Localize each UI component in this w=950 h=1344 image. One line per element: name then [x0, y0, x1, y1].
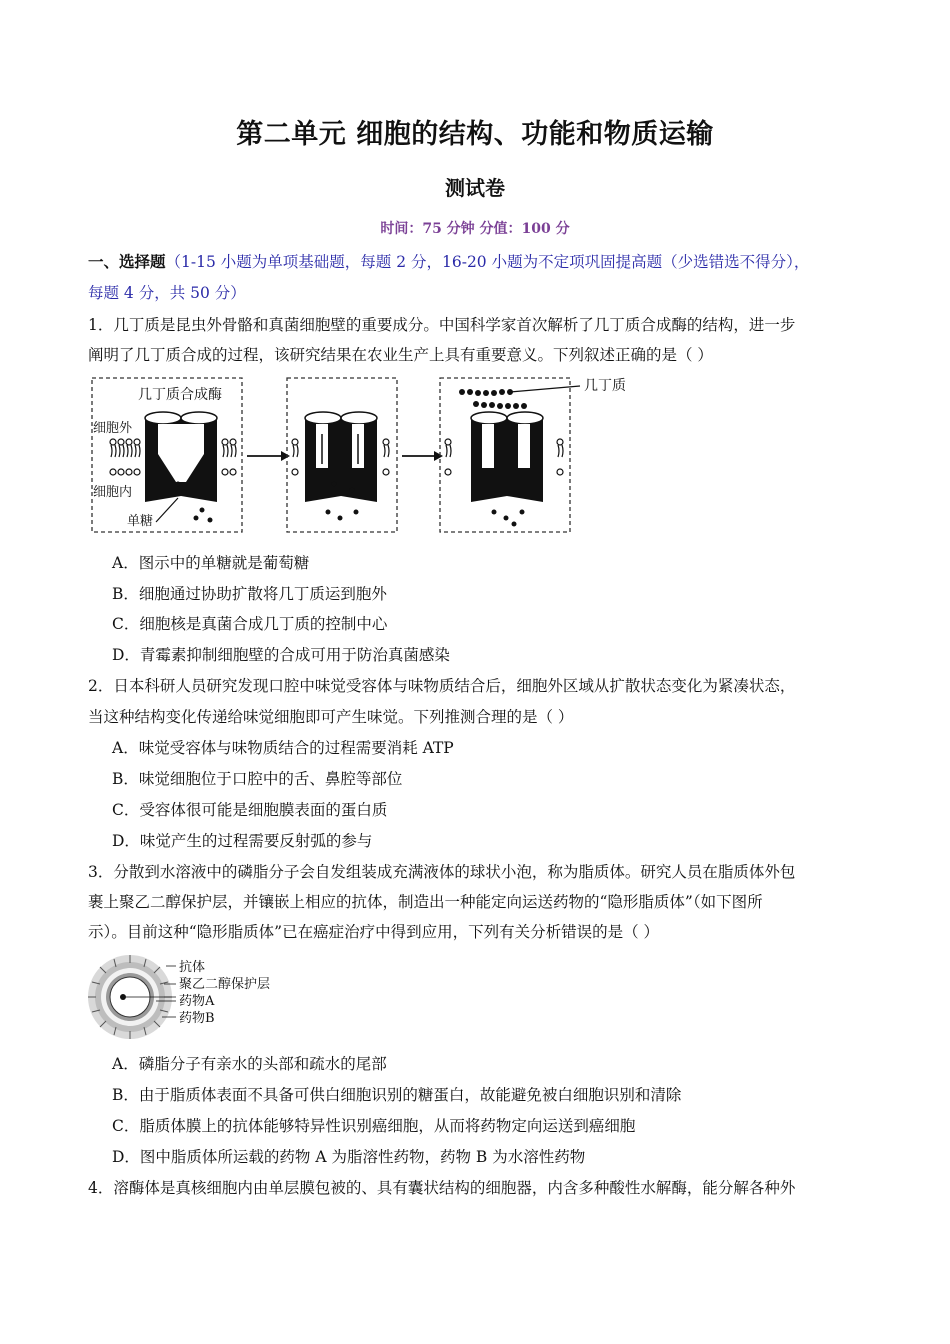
q3-option-d[interactable]: D．图中脂质体所运载的药物 A 为脂溶性药物，药物 B 为水溶性药物: [112, 1148, 586, 1166]
q1-panel-1: [92, 378, 242, 532]
q2-option-d[interactable]: D．味觉产生的过程需要反射弧的参与: [112, 832, 373, 850]
q1-stem-line1: 1．几丁质是昆虫外骨骼和真菌细胞壁的重要成分。中国科学家首次解析了几丁质合成酶的结构，进一步: [88, 316, 796, 334]
q1-chitin-synthase-figure: [90, 372, 650, 536]
peg-label: 聚乙二醇保护层: [179, 977, 271, 992]
q1-option-d[interactable]: D．青霉素抑制细胞壁的合成可用于防治真菌感染: [112, 646, 450, 664]
section-note: （1-15 小题为单项基础题，每题 2 分，16-20 小题为不定项巩固提高题（少选错选不得分），: [165, 253, 810, 271]
outside-label: 细胞外: [93, 421, 133, 436]
q4-stem-line1: 4．溶酶体是真核细胞内由单层膜包被的、具有囊状结构的细胞器，内含多种酸性水解酶，能分解各种外: [88, 1179, 796, 1197]
exam-meta: 时间：75 分钟 分值：100 分: [380, 221, 570, 237]
q3-option-a[interactable]: A．磷脂分子有亲水的头部和疏水的尾部: [112, 1055, 387, 1073]
q3-stem-line1: 3．分散到水溶液中的磷脂分子会自发组装成充满液体的球状小泡，称为脂质体。研究人员在脂质体外包: [88, 863, 796, 881]
section-heading: 一、选择题: [88, 252, 166, 271]
q3-stem-line3: 示）。目前这种“隐形脂质体”已在癌症治疗中得到应用，下列有关分析错误的是（ ）: [88, 923, 660, 941]
drug-b-label: 药物B: [179, 1011, 215, 1026]
q1-stem-line2: 阐明了几丁质合成的过程，该研究结果在农业生产上具有重要意义。下列叙述正确的是（ ）: [88, 346, 713, 364]
q3-stem-line2: 裹上聚乙二醇保护层，并镶嵌上相应的抗体，制造出一种能定向运送药物的“隐形脂质体”（如下图所: [88, 893, 763, 911]
inside-label: 细胞内: [93, 485, 133, 500]
q2-option-c[interactable]: C．受容体很可能是细胞膜表面的蛋白质: [112, 801, 388, 819]
q1-option-a[interactable]: A．图示中的单糖就是葡萄糖: [112, 554, 310, 572]
q1-option-b[interactable]: B．细胞通过协助扩散将几丁质运到胞外: [112, 585, 387, 603]
q3-option-b[interactable]: B．由于脂质体表面不具备可供白细胞识别的糖蛋白，故能避免被白细胞识别和清除: [112, 1086, 682, 1104]
q1-panel-2: [287, 378, 397, 532]
q1-option-c[interactable]: C．细胞核是真菌合成几丁质的控制中心: [112, 615, 388, 633]
q1-panel-3: [440, 378, 626, 532]
q2-stem-line2: 当这种结构变化传递给味觉细胞即可产生味觉。下列推测合理的是（ ）: [88, 708, 574, 726]
section-note-cont: 每题 4 分，共 50 分）: [88, 284, 246, 302]
monosaccharide-label: 单糖: [127, 514, 154, 529]
page-title: 第二单元 细胞的结构、功能和物质运输: [236, 119, 714, 150]
q2-stem-line1: 2．日本科研人员研究发现口腔中味觉受容体与味物质结合后，细胞外区域从扩散状态变化为紧凑状态，: [88, 677, 796, 695]
chitin-label: 几丁质: [584, 378, 626, 394]
drug-a-label: 药物A: [179, 994, 215, 1009]
q2-option-a[interactable]: A．味觉受容体与味物质结合的过程需要消耗 ATP: [112, 739, 454, 757]
q3-liposome-figure: [86, 954, 316, 1042]
antibody-label: 抗体: [179, 960, 206, 975]
page-subtitle: 测试卷: [445, 176, 505, 200]
q2-option-b[interactable]: B．味觉细胞位于口腔中的舌、鼻腔等部位: [112, 770, 403, 788]
section-heading-line: [88, 250, 809, 272]
q3-option-c[interactable]: C．脂质体膜上的抗体能够特异性识别癌细胞，从而将药物定向运送到癌细胞: [112, 1117, 636, 1135]
drug-b-dot: [120, 994, 126, 1000]
enzyme-label: 几丁质合成酶: [138, 387, 222, 403]
